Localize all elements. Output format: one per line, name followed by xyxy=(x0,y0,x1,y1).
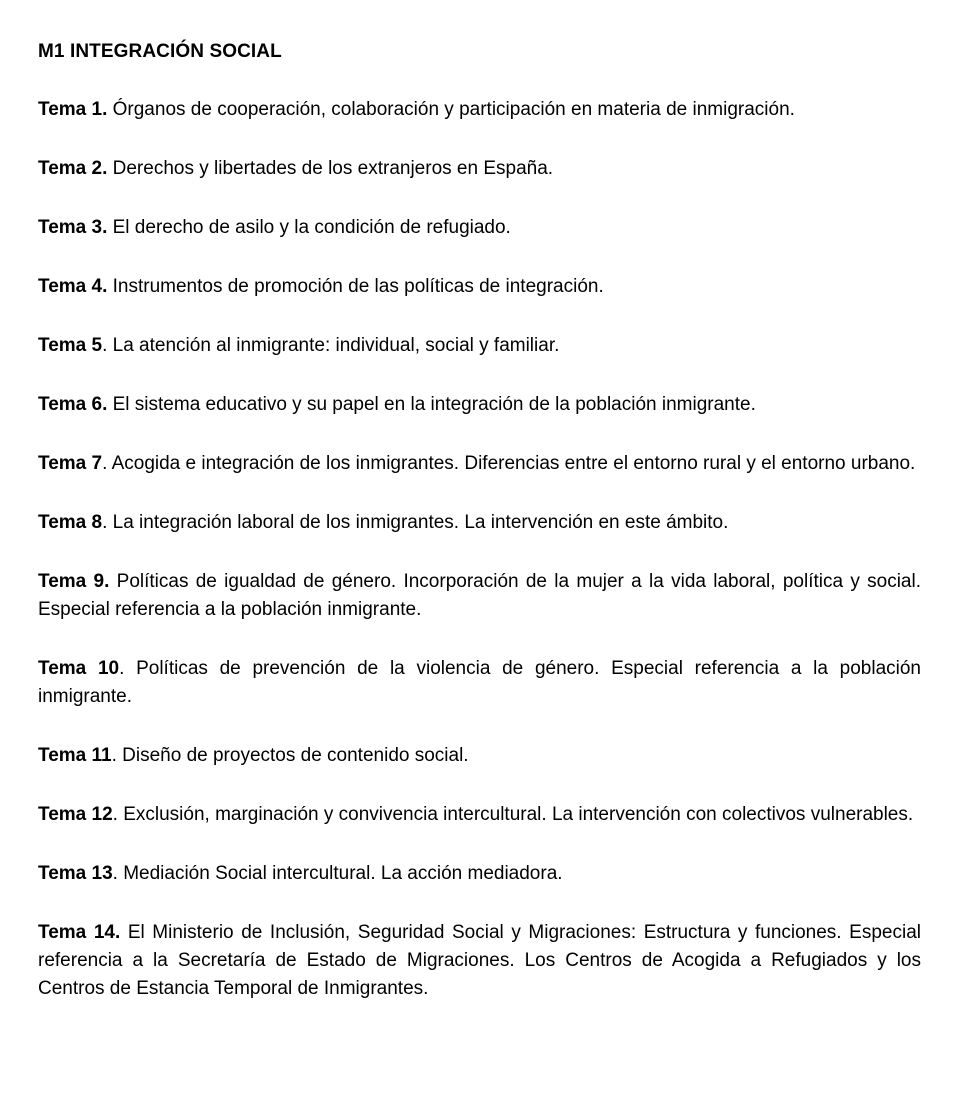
topic-label: Tema 1. xyxy=(38,99,108,120)
module-title: M1 INTEGRACIÓN SOCIAL xyxy=(38,41,282,62)
topic-label: Tema 8 xyxy=(38,512,103,533)
topic-item xyxy=(38,509,921,537)
topic-label: Tema 13 xyxy=(38,863,113,884)
topic-list xyxy=(38,96,921,1003)
topic-item xyxy=(38,919,921,1003)
topic-item xyxy=(38,801,921,829)
topic-punct: . xyxy=(102,453,108,474)
topic-punct: . xyxy=(102,335,108,356)
topic-text: Acogida e integración de los inmigrantes. Diferencias entre el entorno rural y el entorno urbano. xyxy=(107,453,916,474)
topic-item xyxy=(38,860,921,888)
topic-label: Tema 11 xyxy=(38,745,112,766)
topic-text: Políticas de prevención de la violencia de género. Especial referencia a la población inmigrante. xyxy=(38,658,921,707)
topic-text: Mediación Social intercultural. La acción mediadora. xyxy=(117,863,563,884)
topic-item xyxy=(38,96,921,124)
topic-label: Tema 3. xyxy=(38,217,108,238)
topic-label: Tema 6. xyxy=(38,394,108,415)
topic-text: Exclusión, marginación y convivencia intercultural. La intervención con colectivos vulnerables. xyxy=(117,804,914,825)
topic-text: Instrumentos de promoción de las políticas de integración. xyxy=(107,276,604,297)
topic-item xyxy=(38,273,921,301)
topic-punct: . xyxy=(112,804,118,825)
topic-label: Tema 14. xyxy=(38,922,121,943)
topic-item xyxy=(38,332,921,360)
topic-item xyxy=(38,742,921,770)
topic-text: El derecho de asilo y la condición de refugiado. xyxy=(107,217,511,238)
topic-text: La integración laboral de los inmigrantes. La intervención en este ámbito. xyxy=(107,512,729,533)
topic-label: Tema 4. xyxy=(38,276,108,297)
topic-item xyxy=(38,655,921,711)
topic-text: Órganos de cooperación, colaboración y participación en materia de inmigración. xyxy=(107,99,795,120)
topic-label: Tema 12 xyxy=(38,804,113,825)
topic-label: Tema 9. xyxy=(38,571,110,592)
topic-punct: . xyxy=(119,658,125,679)
topic-label: Tema 7 xyxy=(38,453,103,474)
topic-punct: . xyxy=(102,512,108,533)
topic-text: La atención al inmigrante: individual, social y familiar. xyxy=(107,335,560,356)
topic-text: El Ministerio de Inclusión, Seguridad Social y Migraciones: Estructura y funciones. Especial referencia a la Secretaría de Estado de Migraciones. Los Centros de Acogida a Refugiados y los Centros de Estancia Temporal de Inmigrantes. xyxy=(38,922,921,999)
topic-label: Tema 2. xyxy=(38,158,108,179)
topic-item xyxy=(38,214,921,242)
topic-item xyxy=(38,155,921,183)
topic-text: Diseño de proyectos de contenido social. xyxy=(116,745,469,766)
topic-label: Tema 10 xyxy=(38,658,120,679)
topic-punct: . xyxy=(112,863,118,884)
topic-item xyxy=(38,391,921,419)
topic-item xyxy=(38,450,921,478)
topic-punct: . xyxy=(111,745,117,766)
topic-text: El sistema educativo y su papel en la integración de la población inmigrante. xyxy=(107,394,756,415)
topic-text: Políticas de igualdad de género. Incorporación de la mujer a la vida laboral, política y social. Especial referencia a la población inmigrante. xyxy=(38,571,921,620)
topic-item xyxy=(38,568,921,624)
topic-text: Derechos y libertades de los extranjeros en España. xyxy=(107,158,554,179)
topic-label: Tema 5 xyxy=(38,335,103,356)
